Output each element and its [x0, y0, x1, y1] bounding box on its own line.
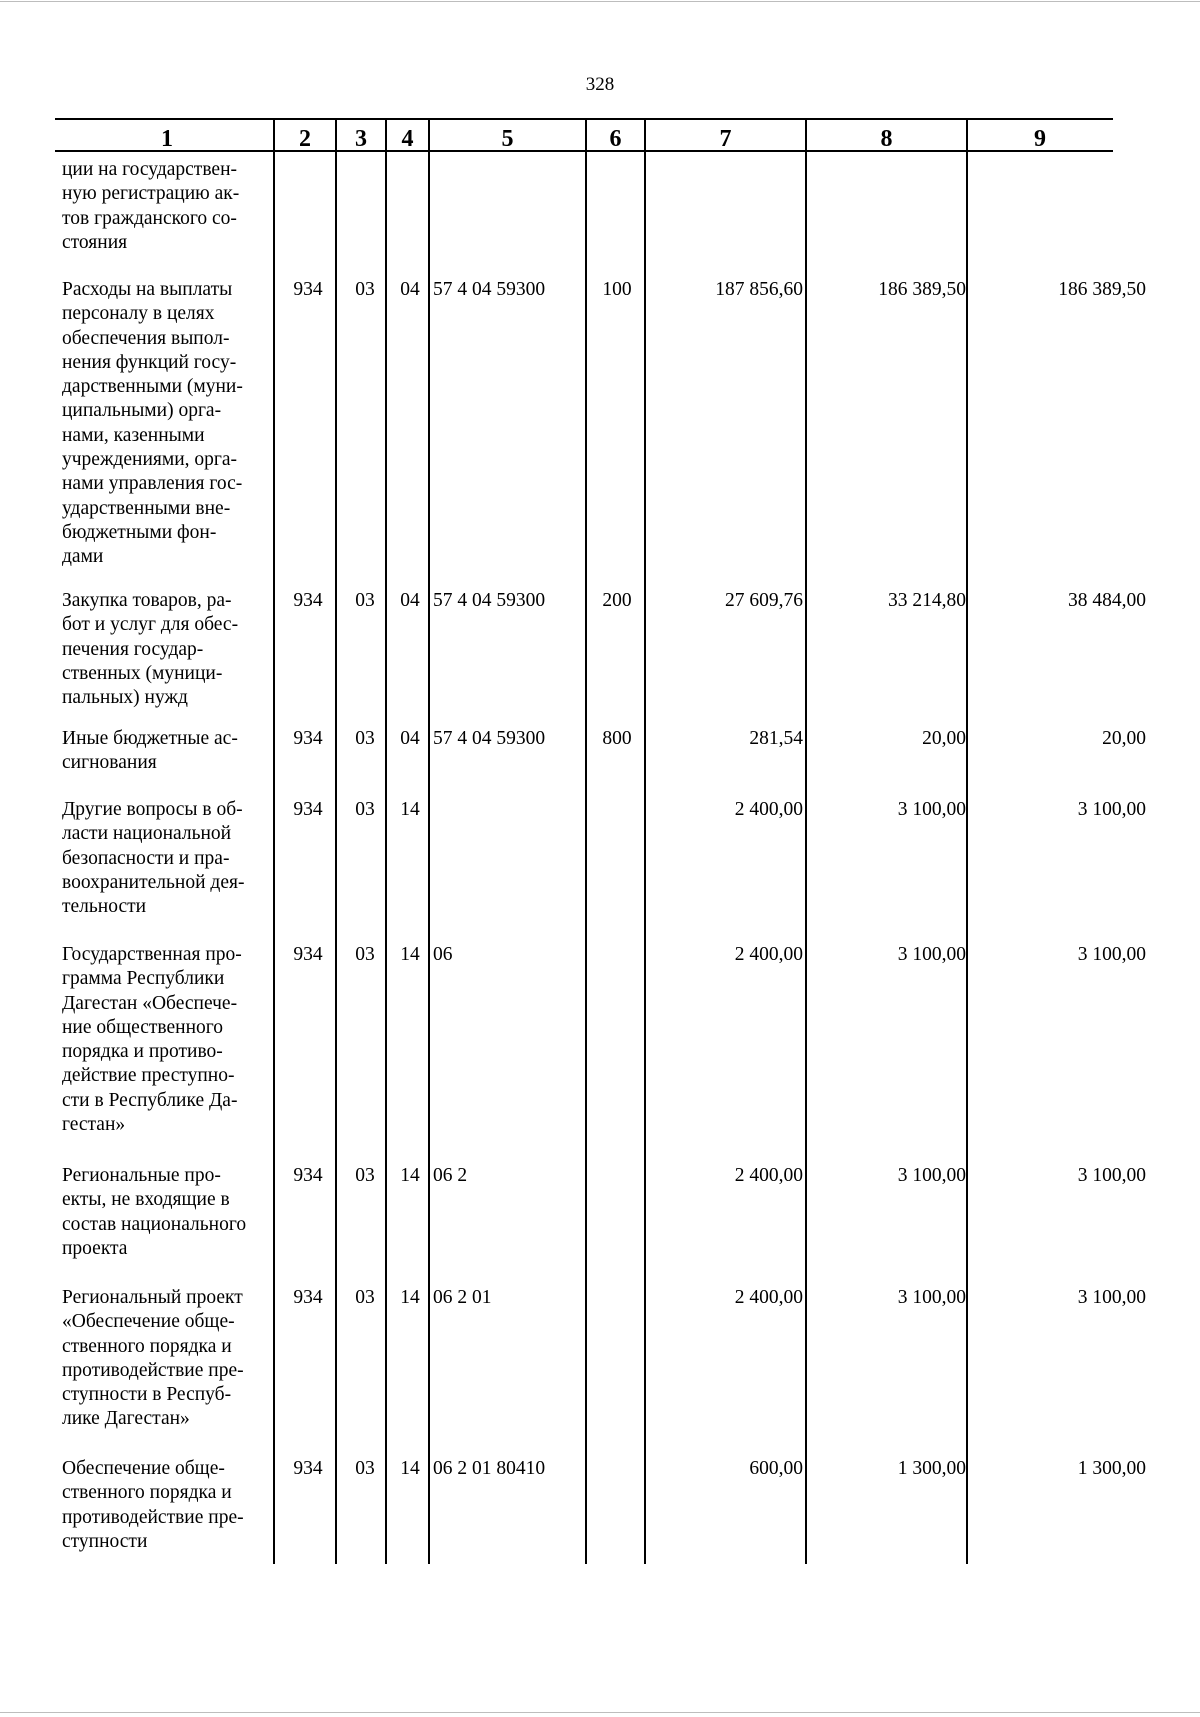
row-name: Региональные про- екты, не входящие в состав национального проекта — [62, 1165, 247, 1259]
target-item-code: 06 — [433, 944, 453, 965]
amount-col-9: 186 389,50 — [1058, 279, 1146, 300]
subsection-code: 04 — [400, 590, 420, 611]
scan-edge-bottom — [0, 1712, 1200, 1713]
row-name: Другие вопросы в об- ласти национальной безопасности и пра- воохранительной дея- тельности — [62, 799, 245, 918]
header-col-1: 1 — [161, 126, 173, 152]
amount-col-8: 33 214,80 — [888, 590, 966, 611]
target-item-code: 06 2 — [433, 1165, 468, 1186]
column-divider — [966, 118, 968, 1564]
table-top-border — [55, 118, 1113, 120]
header-col-3: 3 — [355, 126, 367, 152]
target-item-code: 06 2 01 — [433, 1287, 492, 1308]
section-code: 03 — [355, 1458, 375, 1479]
row-name: Расходы на выплаты персоналу в целях обеспечения выпол- нения функций госу- дарственными (муни- ципальными) орга- нами, казенными учреждениями, орга- нами управления гос- ударственными вне- бюджетными фон- дами — [62, 279, 243, 568]
subsection-code: 14 — [400, 1287, 420, 1308]
section-code: 03 — [355, 590, 375, 611]
row-name: Региональный проект «Обеспечение обще- ственного порядка и противодействие пре- ступности в Респуб- лике Дагестан» — [62, 1287, 244, 1430]
section-code: 03 — [355, 944, 375, 965]
header-col-4: 4 — [401, 126, 414, 152]
section-code: 03 — [355, 1287, 375, 1308]
target-item-code: 57 4 04 59300 — [433, 590, 546, 611]
row-name: Обеспечение обще- ственного порядка и противодействие пре- ступности — [62, 1458, 244, 1552]
amount-col-8: 3 100,00 — [897, 799, 966, 820]
subsection-code: 14 — [400, 944, 420, 965]
target-item-code: 57 4 04 59300 — [433, 728, 546, 749]
amount-col-8: 3 100,00 — [897, 1165, 966, 1186]
amount-col-7: 2 400,00 — [734, 1287, 803, 1308]
row-name: ции на государствен- ную регистрацию ак- тов гражданского со- стояния — [62, 159, 240, 253]
header-col-5: 5 — [501, 126, 514, 152]
header-col-7: 7 — [719, 126, 732, 152]
expense-type-code: 200 — [602, 590, 632, 611]
column-divider — [585, 118, 587, 1564]
amount-col-7: 281,54 — [749, 728, 803, 749]
header-col-2: 2 — [299, 126, 311, 152]
header-col-6: 6 — [609, 126, 622, 152]
amount-col-7: 2 400,00 — [734, 799, 803, 820]
column-divider — [805, 118, 807, 1564]
expense-type-code: 800 — [602, 728, 632, 749]
expense-type-code: 100 — [602, 279, 632, 300]
amount-col-7: 27 609,76 — [725, 590, 803, 611]
section-code: 03 — [355, 728, 375, 749]
subsection-code: 14 — [400, 799, 420, 820]
amount-col-8: 3 100,00 — [897, 944, 966, 965]
budget-code: 934 — [293, 1165, 323, 1186]
budget-code: 934 — [293, 728, 323, 749]
amount-col-7: 2 400,00 — [734, 1165, 803, 1186]
subsection-code: 04 — [400, 728, 420, 749]
amount-col-7: 187 856,60 — [715, 279, 803, 300]
target-item-code: 57 4 04 59300 — [433, 279, 546, 300]
section-code: 03 — [355, 1165, 375, 1186]
amount-col-9: 1 300,00 — [1077, 1458, 1146, 1479]
budget-code: 934 — [293, 1458, 323, 1479]
amount-col-9: 3 100,00 — [1077, 1165, 1146, 1186]
target-item-code: 06 2 01 80410 — [433, 1458, 546, 1479]
budget-code: 934 — [293, 799, 323, 820]
subsection-code: 14 — [400, 1458, 420, 1479]
amount-col-9: 3 100,00 — [1077, 799, 1146, 820]
amount-col-9: 38 484,00 — [1068, 590, 1146, 611]
budget-code: 934 — [293, 279, 323, 300]
amount-col-8: 3 100,00 — [897, 1287, 966, 1308]
amount-col-9: 3 100,00 — [1077, 1287, 1146, 1308]
scan-edge-top — [0, 1, 1200, 2]
amount-col-9: 3 100,00 — [1077, 944, 1146, 965]
subsection-code: 14 — [400, 1165, 420, 1186]
section-code: 03 — [355, 799, 375, 820]
amount-col-8: 186 389,50 — [878, 279, 966, 300]
column-divider — [428, 118, 430, 1564]
section-code: 03 — [355, 279, 375, 300]
amount-col-7: 2 400,00 — [734, 944, 803, 965]
amount-col-8: 20,00 — [922, 728, 966, 749]
amount-col-7: 600,00 — [749, 1458, 803, 1479]
column-divider — [335, 118, 337, 1564]
row-name: Государственная про- грамма Республики Дагестан «Обеспече- ние общественного порядка и противо- действие преступно- сти в Республике Да- гестан» — [62, 944, 242, 1136]
column-divider — [644, 118, 646, 1564]
budget-code: 934 — [293, 944, 323, 965]
amount-col-8: 1 300,00 — [897, 1458, 966, 1479]
header-col-9: 9 — [1034, 126, 1046, 152]
subsection-code: 04 — [400, 279, 420, 300]
page-number: 328 — [585, 74, 615, 95]
budget-code: 934 — [293, 1287, 323, 1308]
row-name: Закупка товаров, ра- бот и услуг для обес- печения государ- ственных (муници- пальных) нужд — [62, 590, 239, 709]
amount-col-9: 20,00 — [1102, 728, 1146, 749]
header-col-8: 8 — [880, 126, 893, 152]
column-divider — [385, 118, 387, 1564]
budget-code: 934 — [293, 590, 323, 611]
row-name: Иные бюджетные ас- сигнования — [62, 728, 238, 774]
